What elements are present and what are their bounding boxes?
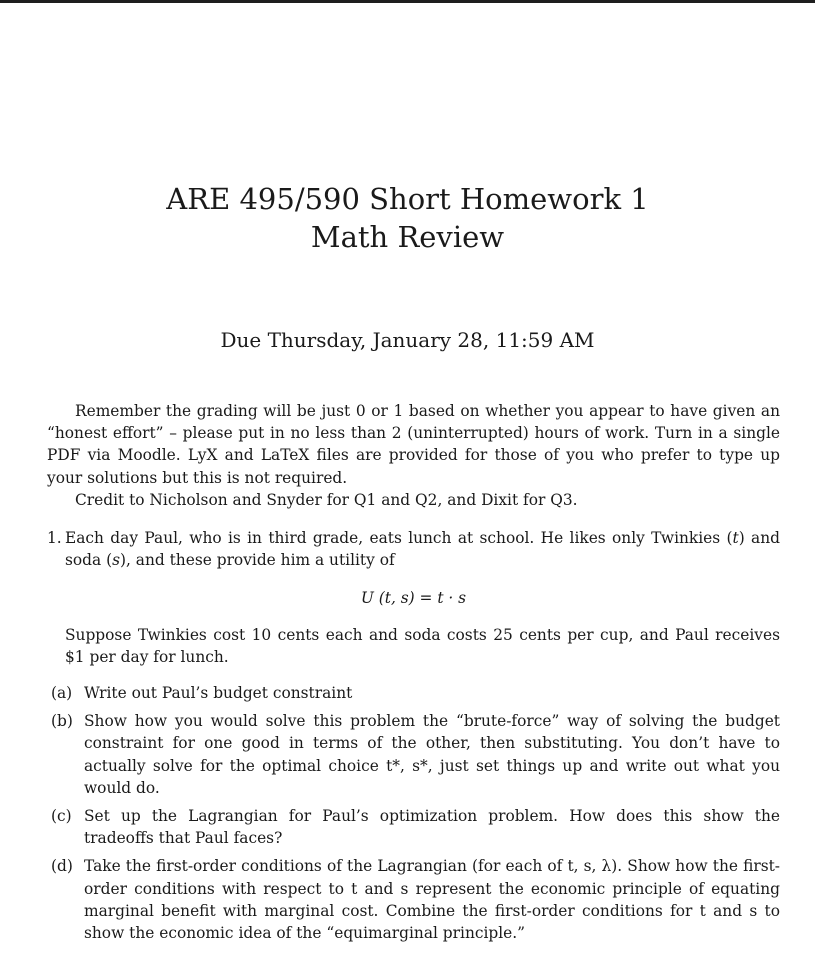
part-b bbox=[47, 710, 780, 799]
part-text: Set up the Lagrangian for Paul’s optimization problem. How does this show the tradeoffs that Paul faces? bbox=[84, 807, 780, 848]
part-text: Show how you would solve this problem the “brute-force” way of solving the budget constraint for one good in terms of the other, then substituting. You don’t have to actually solve for the optimal choice t*, s*, just set things up and write out what you would do. bbox=[84, 712, 780, 797]
part-d bbox=[47, 855, 780, 944]
stem-var-t: t bbox=[732, 529, 739, 547]
page-title: ARE 495/590 Short Homework 1 bbox=[166, 182, 649, 216]
prices-paragraph: Suppose Twinkies cost 10 cents each and soda costs 25 cents per cup, and Paul receives $1 per day for lunch. bbox=[65, 625, 780, 666]
part-label: (b) bbox=[51, 712, 73, 731]
stem-part-b: ) and soda ( bbox=[65, 529, 780, 570]
question-number: 1. bbox=[47, 529, 62, 547]
due-date: Due Thursday, January 28, 11:59 AM bbox=[220, 328, 595, 352]
part-label: (d) bbox=[51, 857, 73, 876]
question-stem bbox=[65, 527, 780, 571]
stem-var-s: s bbox=[112, 551, 120, 570]
stem-part-c: ), and these provide him a utility of bbox=[120, 551, 395, 570]
top-rule bbox=[0, 0, 815, 3]
intro-section bbox=[47, 400, 780, 511]
part-text: Write out Paul’s budget constraint bbox=[84, 684, 353, 703]
page-subtitle: Math Review bbox=[310, 220, 505, 254]
part-text: Take the first-order conditions of the Lagrangian (for each of t, s, λ). Show how the first-order conditions with respect to t and s represent the economic principle of equating marginal benefit with marginal cost. Combine the first-order conditions for t and s to show the economic idea of the “equimarginal principle.” bbox=[84, 857, 780, 943]
stem-part-a: Each day Paul, who is in third grade, eats lunch at school. He likes only Twinkies ( bbox=[65, 529, 733, 547]
intro-paragraph-2: Credit to Nicholson and Snyder for Q1 and Q2, and Dixit for Q3. bbox=[75, 490, 578, 509]
question-1 bbox=[47, 527, 780, 944]
utility-equation: U (t, s) = t · s bbox=[360, 589, 467, 608]
part-label: (a) bbox=[51, 684, 73, 703]
part-label: (c) bbox=[51, 807, 72, 826]
title-block bbox=[0, 180, 815, 256]
intro-paragraph-1: Remember the grading will be just 0 or 1 based on whether you appear to have given an “honest effort” – please put in no less than 2 (uninterrupted) hours of work. Turn in a single PDF via Moodle. LyX and LaTeX files are provided for those of you who prefer to type up your solutions but this is not required. bbox=[47, 402, 780, 487]
part-c bbox=[47, 805, 780, 849]
part-a bbox=[47, 682, 780, 704]
